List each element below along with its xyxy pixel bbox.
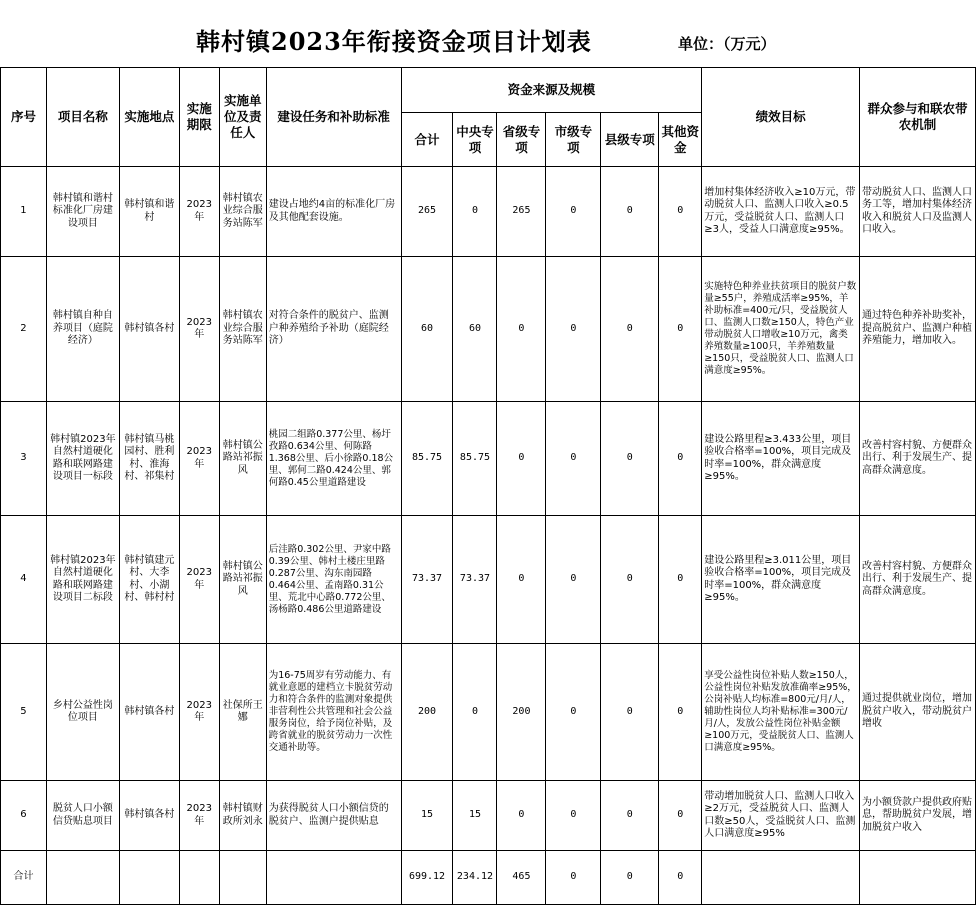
totals-other: 0 xyxy=(659,851,702,905)
cell-total: 15 xyxy=(401,781,453,851)
header-location: 实施地点 xyxy=(119,68,179,167)
cell-county: 0 xyxy=(601,644,659,781)
cell-mechanism: 带动脱贫人口、监测人口务工等，增加村集体经济收入和脱贫人口及监测人口收入。 xyxy=(860,167,976,257)
cell-owner: 韩村镇财政所刘永 xyxy=(219,781,266,851)
cell-location: 韩村镇各村 xyxy=(119,644,179,781)
cell-goal: 建设公路里程≥3.011公里，项目验收合格率=100%，项目完成及时率=100%，群众满意度≥95%。 xyxy=(702,516,860,644)
table-row xyxy=(1,781,976,851)
cell-seq: 4 xyxy=(1,516,47,644)
cell-location: 韩村镇建元村、大李村、小湖村、韩村村 xyxy=(119,516,179,644)
cell-seq: 2 xyxy=(1,257,47,402)
page-title: 韩村镇2023年衔接资金项目计划表 xyxy=(196,27,592,56)
cell-provincial: 0 xyxy=(497,402,546,516)
cell-total: 73.37 xyxy=(401,516,453,644)
empty-cell xyxy=(860,851,976,905)
unit-label: 单位：（万元） xyxy=(678,35,776,53)
header-provincial: 省级专项 xyxy=(497,113,546,167)
cell-period: 2023年 xyxy=(179,167,219,257)
header-row-1 xyxy=(1,68,976,113)
cell-other: 0 xyxy=(659,644,702,781)
cell-name: 韩村镇2023年自然村道硬化路和联网路建设项目二标段 xyxy=(46,516,119,644)
cell-mechanism: 通过特色种养补助奖补，提高脱贫户、监测户种植养殖能力，增加收入。 xyxy=(860,257,976,402)
cell-county: 0 xyxy=(601,516,659,644)
cell-city: 0 xyxy=(546,644,601,781)
cell-goal: 带动增加脱贫人口、监测人口收入≥2万元，受益脱贫人口、监测人口数≥50人，受益脱贫人口、监测人口满意度≥95% xyxy=(702,781,860,851)
header-central: 中央专项 xyxy=(453,113,497,167)
cell-provincial: 200 xyxy=(497,644,546,781)
cell-period: 2023年 xyxy=(179,516,219,644)
cell-other: 0 xyxy=(659,167,702,257)
cell-owner: 韩村镇公路站祁振风 xyxy=(219,516,266,644)
cell-period: 2023年 xyxy=(179,402,219,516)
header-goal: 绩效目标 xyxy=(702,68,860,167)
cell-county: 0 xyxy=(601,167,659,257)
totals-total: 699.12 xyxy=(401,851,453,905)
cell-location: 韩村镇和谐村 xyxy=(119,167,179,257)
cell-location: 韩村镇马桃园村、胜利村、淮海村、祁集村 xyxy=(119,402,179,516)
cell-city: 0 xyxy=(546,781,601,851)
cell-task: 为16-75周岁有劳动能力、有就业意愿的建档立卡脱贫劳动力和符合条件的监测对象提供非营利性公共管理和社会公益服务岗位，给予岗位补贴，及跨省就业的脱贫劳动力一次性交通补助等。 xyxy=(266,644,401,781)
cell-goal: 增加村集体经济收入≥10万元，带动脱贫人口、监测人口收入≥0.5万元，受益脱贫人口、监测人口≥3人，受益人口满意度≥95%。 xyxy=(702,167,860,257)
header-task: 建设任务和补助标准 xyxy=(266,68,401,167)
cell-owner: 韩村镇公路站祁振风 xyxy=(219,402,266,516)
totals-central: 234.12 xyxy=(453,851,497,905)
header-county: 县级专项 xyxy=(601,113,659,167)
cell-seq: 5 xyxy=(1,644,47,781)
cell-other: 0 xyxy=(659,516,702,644)
header-other: 其他资金 xyxy=(659,113,702,167)
table-row xyxy=(1,644,976,781)
header-funding: 资金来源及规模 xyxy=(401,68,702,113)
cell-seq: 1 xyxy=(1,167,47,257)
header-owner: 实施单位及责任人 xyxy=(219,68,266,167)
cell-mechanism: 改善村容村貌、方便群众出行、利于发展生产、提高群众满意度。 xyxy=(860,402,976,516)
cell-name: 韩村镇和谐村标准化厂房建设项目 xyxy=(46,167,119,257)
cell-other: 0 xyxy=(659,402,702,516)
cell-mechanism: 通过提供就业岗位，增加脱贫户收入，带动脱贫户增收 xyxy=(860,644,976,781)
cell-central: 60 xyxy=(453,257,497,402)
cell-name: 韩村镇自种自养项目（庭院经济） xyxy=(46,257,119,402)
header-mechanism: 群众参与和联农带农机制 xyxy=(860,68,976,167)
cell-period: 2023年 xyxy=(179,781,219,851)
cell-owner: 社保所王娜 xyxy=(219,644,266,781)
cell-other: 0 xyxy=(659,781,702,851)
cell-task: 建设占地约4亩的标准化厂房及其他配套设施。 xyxy=(266,167,401,257)
cell-name: 乡村公益性岗位项目 xyxy=(46,644,119,781)
cell-central: 0 xyxy=(453,644,497,781)
empty-cell xyxy=(219,851,266,905)
header-period: 实施期限 xyxy=(179,68,219,167)
cell-task: 为获得脱贫人口小额信贷的脱贫户、监测户提供贴息 xyxy=(266,781,401,851)
cell-provincial: 0 xyxy=(497,516,546,644)
cell-county: 0 xyxy=(601,781,659,851)
empty-cell xyxy=(179,851,219,905)
cell-goal: 实施特色种养业扶贫项目的脱贫户数量≥55户，养殖成活率≥95%，羊补助标准=400元/只，受益脱贫人口、监测人口数≥150人，特色产业带动脱贫人口增收≥10万元，禽类养殖数量≥100只，羊养殖数量≥150只，受益脱贫人口、监测人口满意度≥95%。 xyxy=(702,257,860,402)
title-area xyxy=(0,0,976,68)
cell-other: 0 xyxy=(659,257,702,402)
cell-total: 60 xyxy=(401,257,453,402)
cell-city: 0 xyxy=(546,402,601,516)
table-row xyxy=(1,402,976,516)
cell-county: 0 xyxy=(601,257,659,402)
cell-mechanism: 为小额贷款户提供政府贴息，帮助脱贫户发展，增加脱贫户收入 xyxy=(860,781,976,851)
cell-period: 2023年 xyxy=(179,257,219,402)
cell-central: 15 xyxy=(453,781,497,851)
cell-seq: 3 xyxy=(1,402,47,516)
cell-name: 脱贫人口小额信贷贴息项目 xyxy=(46,781,119,851)
table-row xyxy=(1,167,976,257)
cell-total: 85.75 xyxy=(401,402,453,516)
empty-cell xyxy=(119,851,179,905)
empty-cell xyxy=(46,851,119,905)
totals-county: 0 xyxy=(601,851,659,905)
cell-central: 73.37 xyxy=(453,516,497,644)
cell-county: 0 xyxy=(601,402,659,516)
cell-seq: 6 xyxy=(1,781,47,851)
project-table xyxy=(0,67,976,905)
cell-task: 后洼路0.302公里、尹家中路0.39公里、韩村土楼庄里路0.287公里、沟东南园路0.464公里、孟南路0.31公里、荒北中心路0.772公里、汤杨路0.486公里道路建设 xyxy=(266,516,401,644)
cell-city: 0 xyxy=(546,167,601,257)
cell-owner: 韩村镇农业综合服务站陈军 xyxy=(219,257,266,402)
header-total: 合计 xyxy=(401,113,453,167)
cell-city: 0 xyxy=(546,257,601,402)
cell-provincial: 265 xyxy=(497,167,546,257)
totals-provincial: 465 xyxy=(497,851,546,905)
cell-provincial: 0 xyxy=(497,257,546,402)
cell-owner: 韩村镇农业综合服务站陈军 xyxy=(219,167,266,257)
table-row xyxy=(1,516,976,644)
cell-location: 韩村镇各村 xyxy=(119,781,179,851)
empty-cell xyxy=(266,851,401,905)
header-seq: 序号 xyxy=(1,68,47,167)
cell-central: 85.75 xyxy=(453,402,497,516)
cell-goal: 享受公益性岗位补贴人数≥150人，公益性岗位补贴发放准确率≥95%，公岗补贴人均标准=800元/月/人，辅助性岗位人均补贴标准=300元/月/人，发放公益性岗位补贴金额≥100万元，受益脱贫人口、监测人口满意度≥95%。 xyxy=(702,644,860,781)
totals-row xyxy=(1,851,976,905)
cell-total: 200 xyxy=(401,644,453,781)
cell-task: 对符合条件的脱贫户、监测户种养殖给予补助（庭院经济） xyxy=(266,257,401,402)
table-row xyxy=(1,257,976,402)
cell-period: 2023年 xyxy=(179,644,219,781)
cell-provincial: 0 xyxy=(497,781,546,851)
totals-city: 0 xyxy=(546,851,601,905)
cell-city: 0 xyxy=(546,516,601,644)
header-city: 市级专项 xyxy=(546,113,601,167)
cell-task: 桃园二组路0.377公里、杨圩孜路0.634公里、何陈路1.368公里、后小徐路0.18公里、郭何二路0.424公里、郭何路0.45公里道路建设 xyxy=(266,402,401,516)
cell-goal: 建设公路里程≥3.433公里，项目验收合格率=100%，项目完成及时率=100%，群众满意度≥95%。 xyxy=(702,402,860,516)
cell-name: 韩村镇2023年自然村道硬化路和联网路建设项目一标段 xyxy=(46,402,119,516)
header-name: 项目名称 xyxy=(46,68,119,167)
cell-mechanism: 改善村容村貌、方便群众出行、利于发展生产、提高群众满意度。 xyxy=(860,516,976,644)
empty-cell xyxy=(702,851,860,905)
cell-total: 265 xyxy=(401,167,453,257)
totals-label: 合计 xyxy=(1,851,47,905)
cell-location: 韩村镇各村 xyxy=(119,257,179,402)
cell-central: 0 xyxy=(453,167,497,257)
